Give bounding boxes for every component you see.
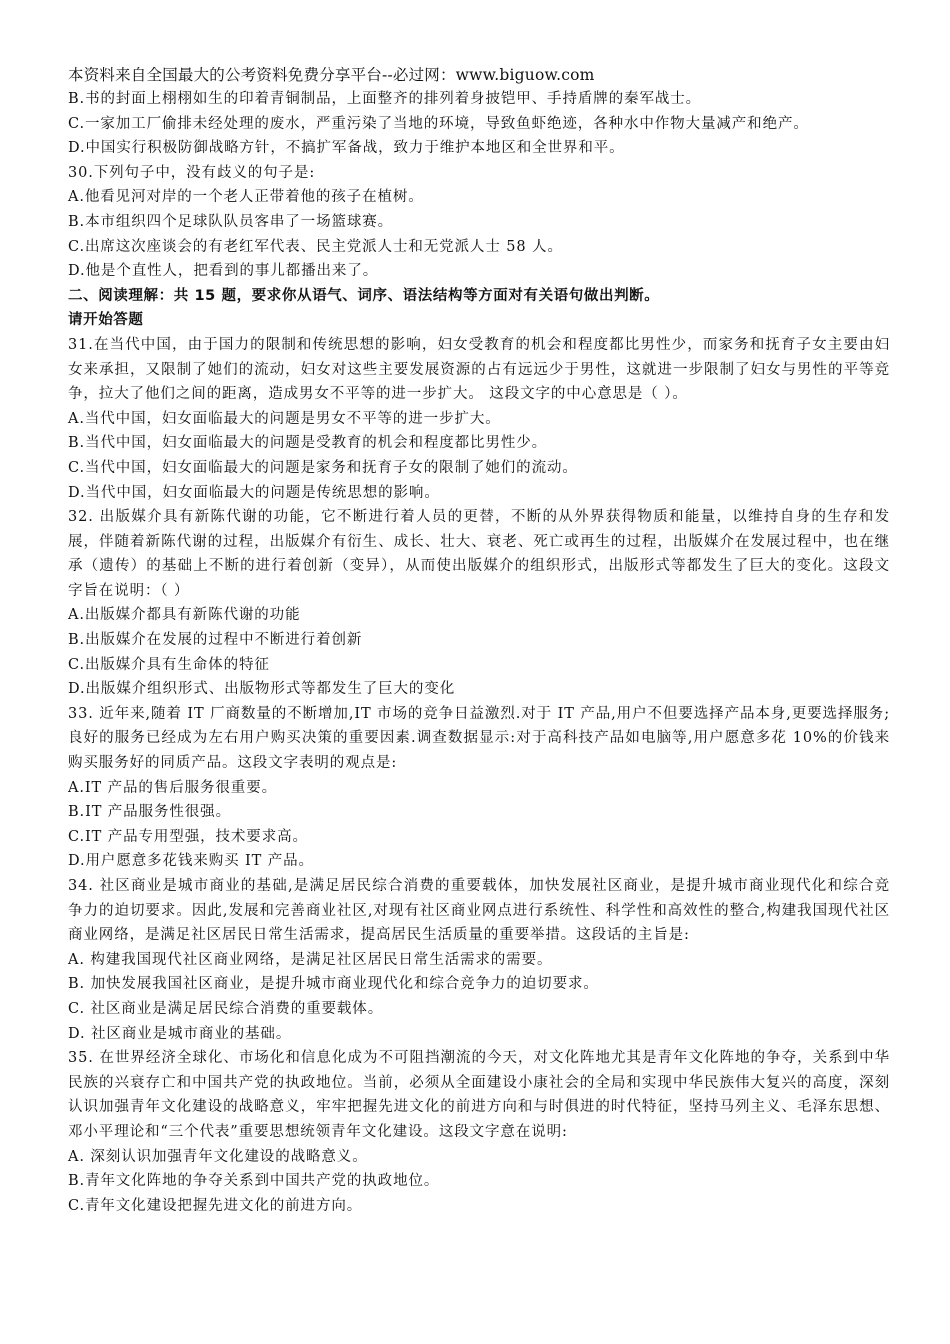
q33-option-c: C.IT 产品专用型强，技术要求高。 — [68, 828, 308, 845]
q30-option-b: B.本市组织四个足球队队员客串了一场篮球赛。 — [68, 213, 394, 230]
q32-option-c: C.出版媒介具有生命体的特征 — [68, 656, 270, 673]
q32-option-d: D.出版媒介组织形式、出版物形式等都发生了巨大的变化 — [68, 681, 456, 698]
q32-option-b: B.出版媒介在发展的过程中不断进行着创新 — [68, 632, 363, 649]
section-2-title: 二、阅读理解：共 15 题，要求你从语气、词序、语法结构等方面对有关语句做出判断。 — [68, 287, 660, 304]
q29-option-c: C.一家加工厂偷排未经处理的废水，严重污染了当地的环境，导致鱼虾绝迹，各种水中作物大量减产和绝产。 — [68, 115, 809, 132]
q29-option-b: B.书的封面上栩栩如生的印着青铜制品，上面整齐的排列着身披铠甲、手持盾牌的秦军战士。 — [68, 91, 702, 107]
q32-stem: 32. 出版媒介具有新陈代谢的功能，它不断进行着人员的更替，不断的从外界获得物质和能量，以维持自身的生存和发展，伴随着新陈代谢的过程，出版媒介有衍生、成长、壮大、衰老、死亡或再生的过程，出版媒介在发展过程中，也在继承（遗传）的基础上不断的进行着创新（变异），从而使出版媒介的组织形式，出版形式等都发生了巨大的变化。这段文字旨在说明：（ ） — [68, 509, 890, 599]
q31-option-b: B.当代中国，妇女面临最大的问题是受教育的机会和程度都比男性少。 — [68, 435, 548, 452]
q34-option-d: D. 社区商业是城市商业的基础。 — [68, 1025, 292, 1042]
q31-stem: 31.在当代中国，由于国力的限制和传统思想的影响，妇女受教育的机会和程度都比男性少，而家务和抚育子女主要由妇女来承担，又限制了她们的流动，妇女对这些主要发展资源的占有远远少于男性，这就进一步限制了妇女与男性的平等竞争，拉大了他们之间的距离，造成男女不平等的进一步扩大。 这段文字的中心意思是（ ）。 — [68, 336, 890, 403]
q33-stem: 33. 近年来,随着 IT 厂商数量的不断增加,IT 市场的竞争日益激烈.对于 IT 产品,用户不但要选择产品本身,更要选择服务;良好的服务已经成为左右用户购买决策的重要因素.调查数据显示:对于高科技产品如电脑等,用户愿意多花 10%的价钱来购买服务好的同质产品。这段文字表明的观点是: — [68, 705, 890, 772]
q32-option-a: A.出版媒介都具有新陈代谢的功能 — [68, 607, 301, 624]
q35-option-c: C.青年文化建设把握先进文化的前进方向。 — [68, 1197, 363, 1214]
q35-option-b: B.青年文化阵地的争夺关系到中国共产党的执政地位。 — [68, 1173, 440, 1190]
q31-option-d: D.当代中国，妇女面临最大的问题是传统思想的影响。 — [68, 484, 440, 501]
q34-option-c: C. 社区商业是满足居民综合消费的重要载体。 — [68, 1000, 384, 1017]
q30-option-a: A.他看见河对岸的一个老人正带着他的孩子在植树。 — [68, 189, 424, 206]
q34-option-b: B. 加快发展我国社区商业，是提升城市商业现代化和综合竞争力的迫切要求。 — [68, 976, 599, 993]
q30-stem: 30.下列句子中，没有歧义的句子是: — [68, 164, 316, 181]
q34-option-a: A. 构建我国现代社区商业网络，是满足社区居民日常生活需求的需要。 — [68, 951, 553, 968]
section-2-start: 请开始答题 — [68, 312, 144, 329]
q33-option-b: B.IT 产品服务性很强。 — [68, 804, 231, 821]
source-header: 本资料来自全国最大的公考资料免费分享平台--必过网：www.biguow.com — [68, 66, 595, 84]
q29-option-d: D.中国实行积极防御战略方针，不搞扩军备战，致力于维护本地区和全世界和平。 — [68, 140, 625, 157]
q30-option-d: D.他是个直性人，把看到的事儿都播出来了。 — [68, 263, 379, 280]
q30-option-c: C.出席这次座谈会的有老红军代表、民主党派人士和无党派人士 58 人。 — [68, 238, 563, 255]
q31-option-a: A.当代中国，妇女面临最大的问题是男女不平等的进一步扩大。 — [68, 410, 501, 427]
q33-option-d: D.用户愿意多花钱来购买 IT 产品。 — [68, 853, 314, 870]
q34-stem: 34. 社区商业是城市商业的基础,是满足居民综合消费的重要载体，加快发展社区商业，是提升城市商业现代化和综合竞争力的迫切要求。因此,发展和完善商业社区,对现有社区商业网点进行系统性、科学性和高效性的整合,构建我国现代社区商业网络，是满足社区居民日常生活需求，提高居民生活质量的重要举措。这段话的主旨是: — [68, 878, 890, 944]
q35-stem: 35. 在世界经济全球化、市场化和信息化成为不可阻挡潮流的今天，对文化阵地尤其是青年文化阵地的争夺，关系到中华民族的兴衰存亡和中国共产党的执政地位。当前，必须从全面建设小康社会的全局和实现中华民族伟大复兴的高度，深刻认识加强青年文化建设的战略意义，牢牢把握先进文化的前进方向和与时俱进的时代特征，坚持马列主义、毛泽东思想、邓小平理论和“三个代表”重要思想统领青年文化建设。这段文字意在说明: — [68, 1050, 890, 1140]
q35-option-a: A. 深刻认识加强青年文化建设的战略意义。 — [68, 1148, 368, 1165]
document-page — [68, 64, 890, 1218]
q31-option-c: C.当代中国，妇女面临最大的问题是家务和抚育子女的限制了她们的流动。 — [68, 459, 578, 476]
q33-option-a: A.IT 产品的售后服务很重要。 — [68, 779, 277, 796]
